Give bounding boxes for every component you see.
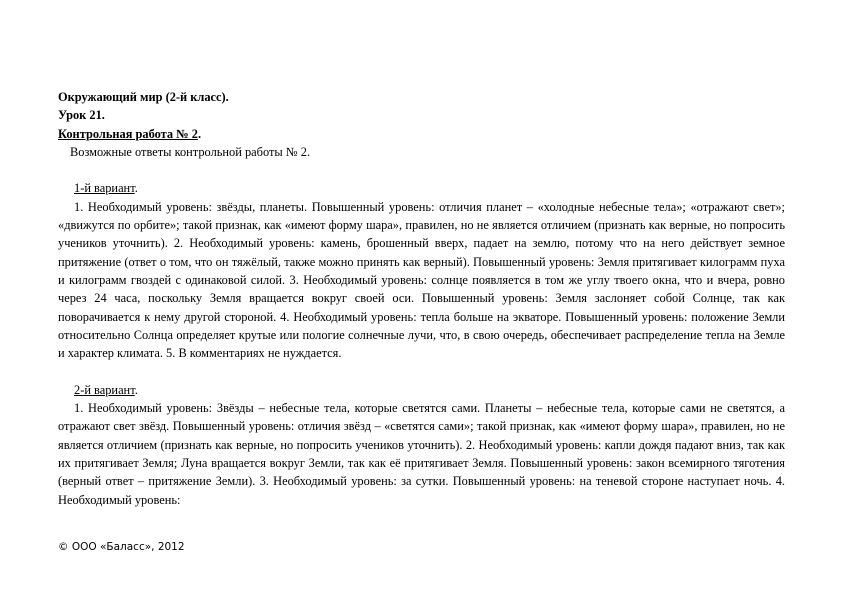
variant-2-title-text: 2-й вариант xyxy=(74,382,135,397)
document-page xyxy=(58,88,785,509)
copyright-footer: © ООО «Баласс», 2012 xyxy=(58,541,185,553)
test-heading-title: Контрольная работа № 2 xyxy=(58,126,198,141)
variant-2-title: 2-й вариант. xyxy=(74,382,138,397)
variant-1-title-text: 1-й вариант xyxy=(74,181,135,196)
test-heading-tail: . xyxy=(197,126,202,141)
variant-1-text: 1. Необходимый уровень: звёзды, планеты. Повышенный уровень: отличия планет – «холодные небесные тела»; «отражают свет»; «движутся по орбите»; такой признак, как «имеют форму шара», правилен, но не является отличием (признать как верные, но попросить учеников уточнить). 2. Необходимый уровень: камень, брошенный вверх, падает на землю, потому что на него действует земное притяжение (ответ о том, что он тяжёлый, также можно принять как верный). Повышенный уровень: Земля притягивает килограмм пуха и килограмм гвоздей с одинаковой силой. 3. Необходимый уровень: солнце появляется в том же углу твоего окна, что и вчера, ровно через 24 часа, поскольку Земля вращается вокруг своей оси. Повышенный уровень: Земля заслоняет собой Солнце, так как поворачивается к нему другой стороной. 4. Необходимый уровень: тепла больше на экваторе. Повышенный уровень: положение Земли относительно Солнца определяет крутые или пологие солнечные лучи, что, в свою очередь, обеспечивает распределение тепла на Земле и характер климата. 5. В комментариях не нуждается. xyxy=(58,199,785,361)
test-heading xyxy=(58,125,785,143)
answers-subtitle: Возможные ответы контрольной работы № 2. xyxy=(70,144,311,159)
variant-2-text: 1. Необходимый уровень: Звёзды – небесные тела, которые светятся сами. Планеты – небесные тела, которые сами не светятся, а отражают свет звёзд. Повышенный уровень: отличия звёзд – «светятся сами»; такой признак, как «имеют форму шара», правилен, но не является отличием (признать как верные, но попросить учеников уточнить). 2. Необходимый уровень: капли дождя падают вниз, так как их притягивает Земля; Луна вращается вокруг Земли, так как её притягивает Земля. Повышенный уровень: закон всемирного тяготения (верный ответ – притяжение Земли). 3. Необходимый уровень: за сутки. Повышенный уровень: на теневой стороне наступает ночь. 4. Необходимый уровень: xyxy=(58,401,785,507)
variant-1-title: 1-й вариант. xyxy=(74,181,138,196)
subject-heading: Окружающий мир (2-й класс). xyxy=(58,90,229,104)
lesson-heading: Урок 21. xyxy=(58,108,105,123)
